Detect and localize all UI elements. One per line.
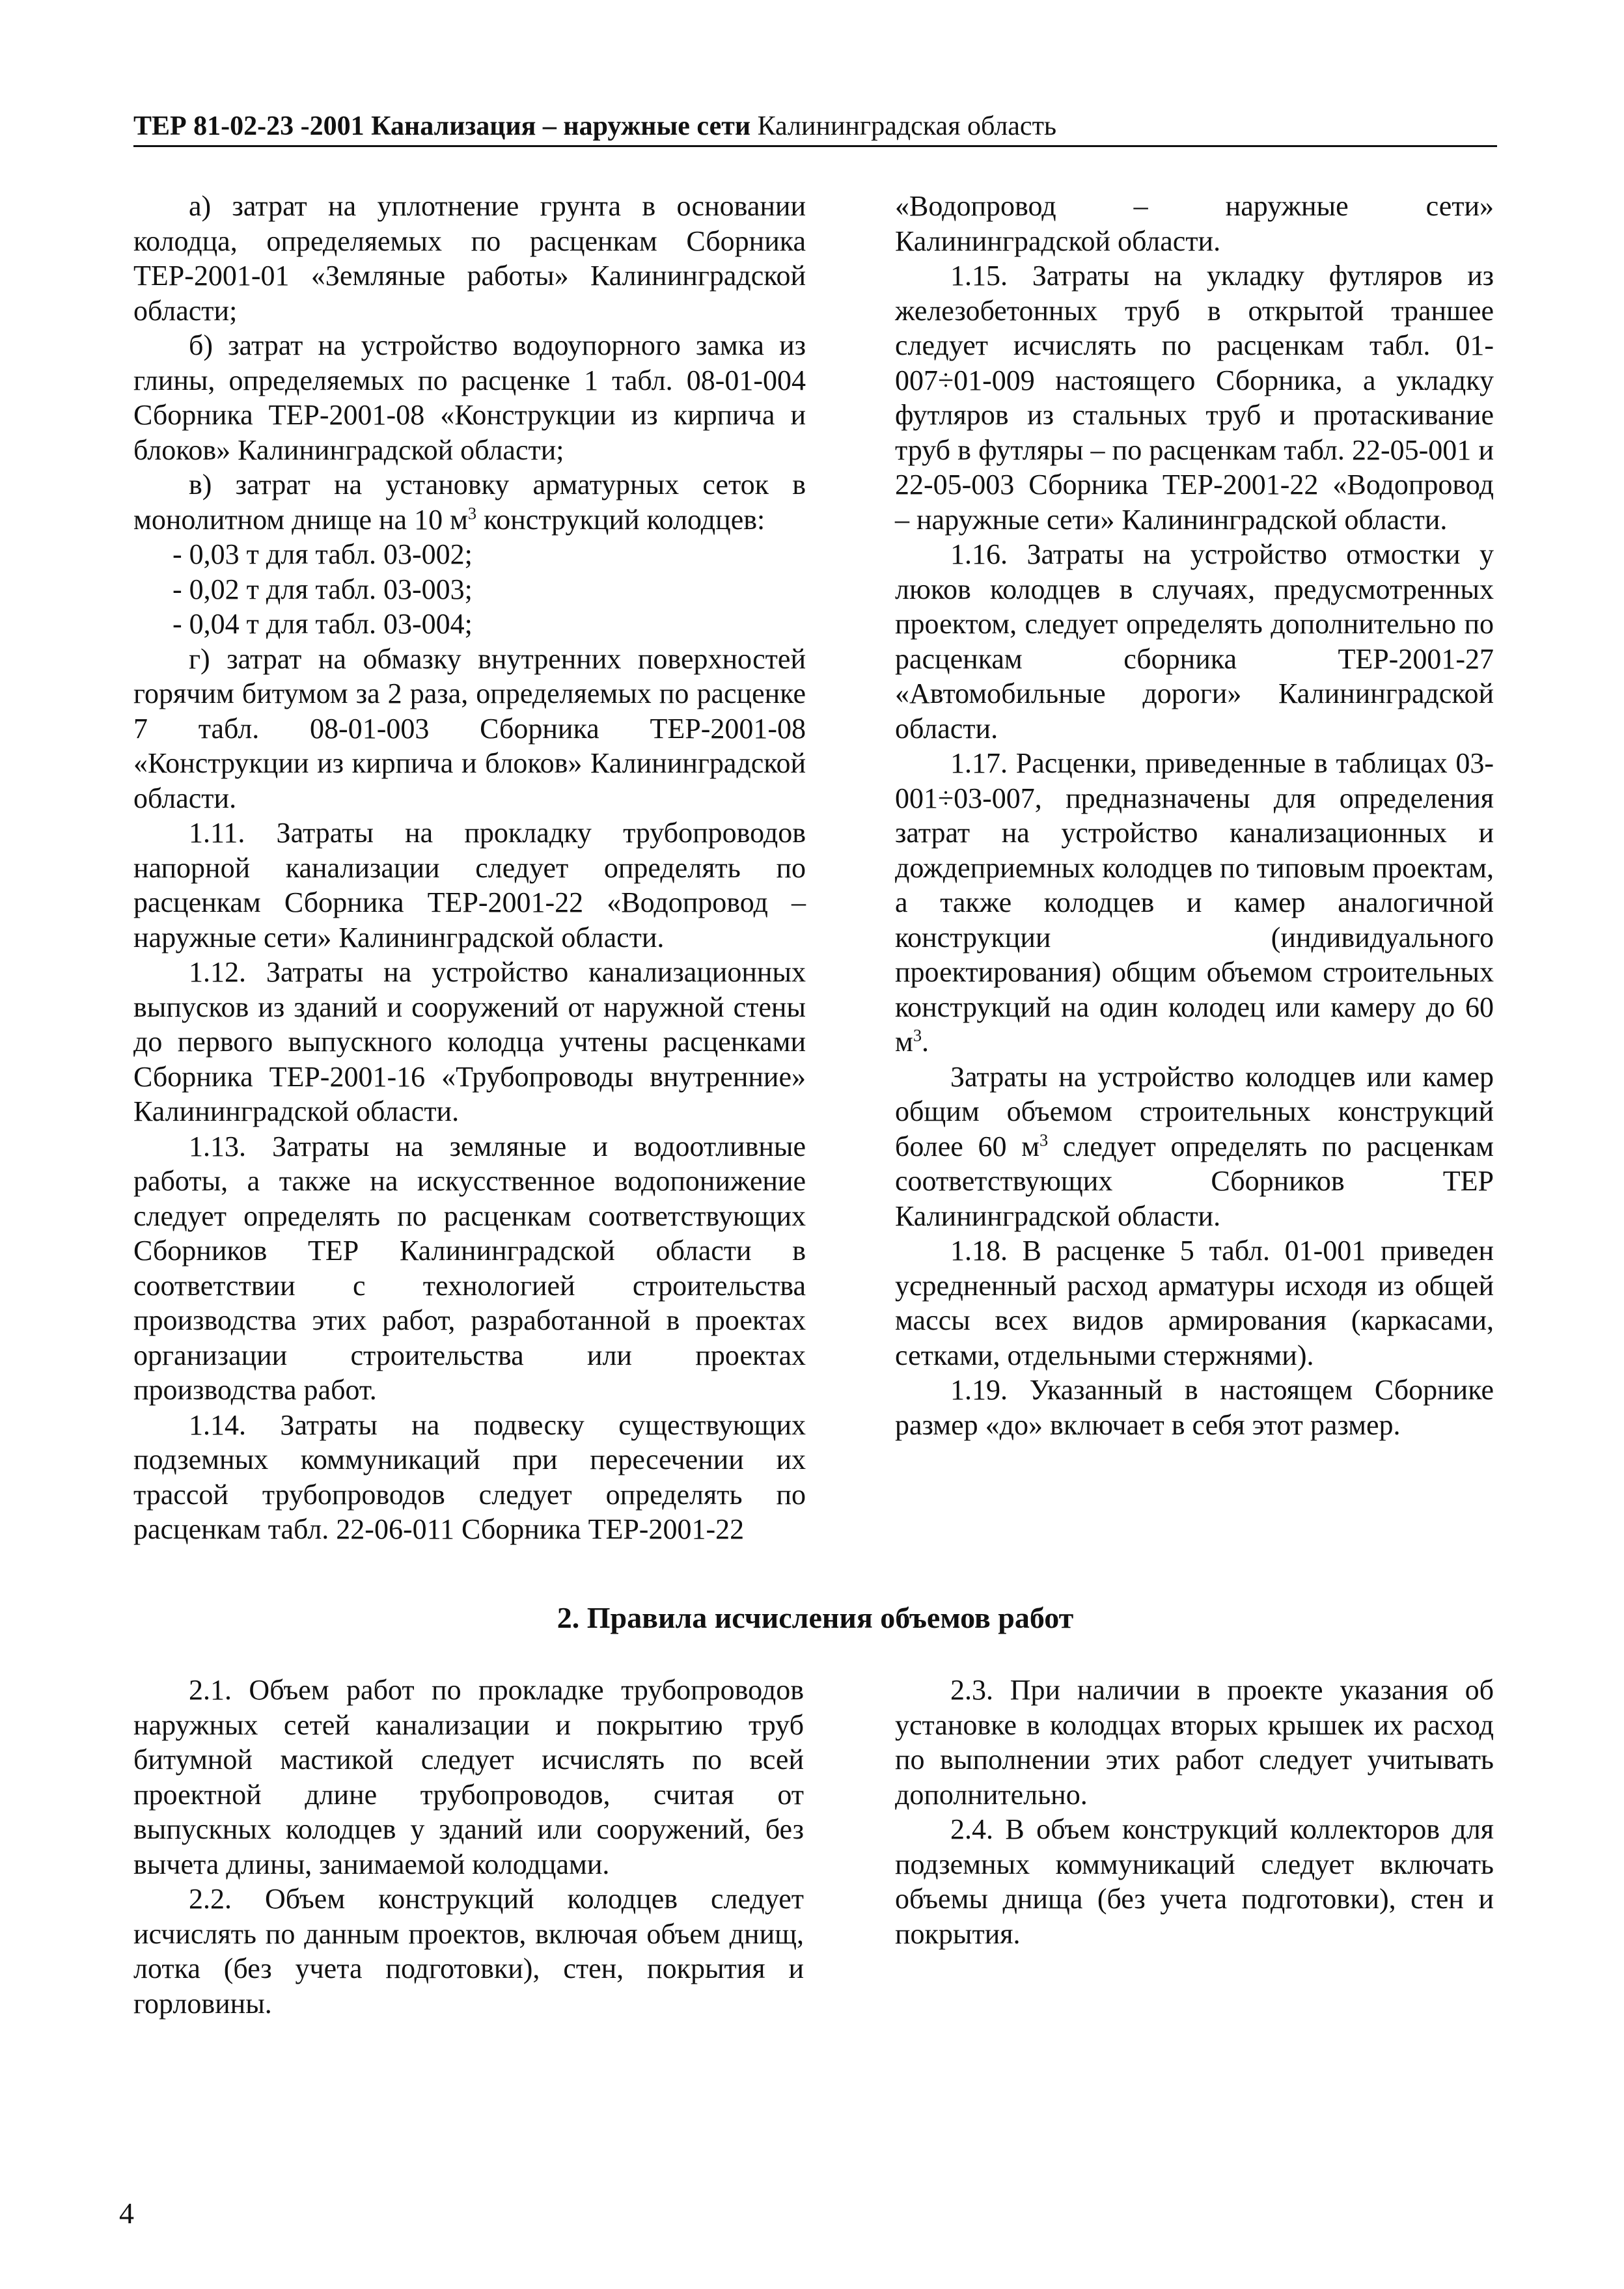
header-title: Канализация – наружные сети (371, 111, 751, 141)
paragraph-costs-text: Затраты на устройство колодцев или камер общим объемом строительных конструкций более 60 м (895, 1060, 1494, 1162)
page-number: 4 (119, 2197, 134, 2230)
paragraph-1-15: 1.15. Затраты на укладку футляров из железобетонных труб в открытой траншее следует исчислять по расценкам табл. 01-007÷01-009 настоящего Сборника, а укладку футляров из стальных труб и протаскивание труб в футляры – по расценкам табл. 22-05-001 и 22-05-003 Сборника ТЕР-2001-22 «Водопровод – наружные сети» Калининградской области. (895, 260, 1494, 536)
paragraph-1-14: 1.14. Затраты на подвеску существующих подземных коммуникаций при пересечении их трассой трубопроводов следует определять по расценкам табл. 22-06-011 Сборника ТЕР-2001-22 (133, 1408, 806, 1545)
paragraph-1-11: 1.11. Затраты на прокладку трубопроводов напорной канализации следует определять по расценкам Сборника ТЕР-2001-22 «Водопровод – наружные сети» Калининградской области. (133, 817, 806, 953)
paragraph-a: а) затрат на уплотнение грунта в основании колодца, определяемых по расценкам Сборника ТЕР-2001-01 «Земляные работы» Калининградской области; (133, 190, 806, 327)
header-code: ТЕР 81-02-23 -2001 (133, 111, 365, 141)
paragraph-1-18: 1.18. В расценке 5 табл. 01-001 приведен усредненный расход арматуры исходя из общей массы всех видов армирования (каркасами, сетками, отдельными стержнями). (895, 1235, 1494, 1371)
column-right-top (895, 189, 1494, 1442)
dash-item-3: - 0,04 т для табл. 03-004; (172, 608, 473, 640)
paragraph-costs-over-60 (895, 1060, 1494, 1234)
paragraph-1-17 (895, 746, 1494, 1060)
header-rule (133, 145, 1497, 147)
paragraph-costs-tail: следует определять по расценкам соответствующих Сборников ТЕР Калининградской области. (895, 1130, 1494, 1232)
section-2-heading: 2. Правила исчисления объемов работ (557, 1601, 1074, 1634)
dash-item-1: - 0,03 т для табл. 03-002; (172, 538, 473, 570)
paragraph-1-17-text: 1.17. Расценки, приведенные в таблицах 03-001÷03-007, предназначены для определения затрат на устройство канализационных и дождеприемных колодцев по типовым проектам, а также колодцев и камер аналогичной конструкции (индивидуального проектирования) общим объемом строительных конструкций на один колодец или камеру до 60 м (895, 747, 1494, 1058)
paragraph-1-19: 1.19. Указанный в настоящем Сборнике размер «до» включает в себя этот размер. (895, 1374, 1494, 1441)
column-left-top (133, 189, 806, 1547)
dash-item-2: - 0,02 т для табл. 03-003; (172, 573, 473, 605)
paragraph-continued: «Водопровод – наружные сети» Калининградской области. (895, 190, 1494, 257)
column-right-bottom (895, 1673, 1494, 1951)
paragraph-v-tail: конструкций колодцев: (476, 503, 765, 536)
paragraph-1-13: 1.13. Затраты на земляные и водоотливные работы, а также на искусственное водопонижение следует определять по расценкам соответствующих Сборников ТЕР Калининградской области в соответствии с технологией строительства производства этих работ, разработанной в проектах организации строительства или проектах производства работ. (133, 1130, 806, 1406)
paragraph-2-2: 2.2. Объем конструкций колодцев следует исчислять по данным проектов, включая объем днищ, лотка (без учета подготовки), стен, покрытия и горловины. (133, 1883, 804, 2020)
paragraph-1-17-tail: . (922, 1026, 929, 1058)
column-left-bottom (133, 1673, 804, 2021)
paragraph-1-16: 1.16. Затраты на устройство отмостки у люков колодцев в случаях, предусмотренных проектом, следует определять дополнительно по расценкам сборника ТЕР-2001-27 «Автомобильные дороги» Калининградской области. (895, 538, 1494, 745)
cubic-superscript: 3 (913, 1025, 922, 1045)
paragraph-2-3: 2.3. При наличии в проекте указания об установке в колодцах вторых крышек их расход по выполнении этих работ следует учитывать дополнительно. (895, 1674, 1494, 1811)
paragraph-b: б) затрат на устройство водоупорного замка из глины, определяемых по расценке 1 табл. 08-01-004 Сборника ТЕР-2001-08 «Конструкции из кирпича и блоков» Калининградской области; (133, 329, 806, 466)
paragraph-2-1: 2.1. Объем работ по прокладке трубопроводов наружных сетей канализации и покрытию труб битумной мастикой следует исчислять по всей проектной длине трубопроводов, считая от выпускных колодцев у зданий или сооружений, без вычета длины, занимаемой колодцами. (133, 1674, 804, 1880)
paragraph-1-12: 1.12. Затраты на устройство канализационных выпусков из зданий и сооружений от наружной стены до первого выпускного колодца учтены расценками Сборника ТЕР-2001-16 «Трубопроводы внутренние» Калининградской области. (133, 956, 806, 1127)
paragraph-v (133, 467, 806, 537)
cubic-superscript: 3 (1039, 1129, 1049, 1149)
running-header (133, 109, 1497, 143)
cubic-superscript: 3 (467, 502, 477, 523)
paragraph-g: г) затрат на обмазку внутренних поверхностей горячим битумом за 2 раза, определяемых по расценке 7 табл. 08-01-003 Сборника ТЕР-2001-08 «Конструкции из кирпича и блоков» Калининградской области. (133, 642, 806, 814)
paragraph-2-4: 2.4. В объем конструкций коллекторов для подземных коммуникаций следует включать объемы днища (без учета подготовки), стен и покрытия. (895, 1813, 1494, 1950)
paragraph-v-text: в) затрат на установку арматурных сеток в монолитном днище на 10 м (133, 469, 806, 536)
header-region: Калининградская область (757, 111, 1057, 141)
